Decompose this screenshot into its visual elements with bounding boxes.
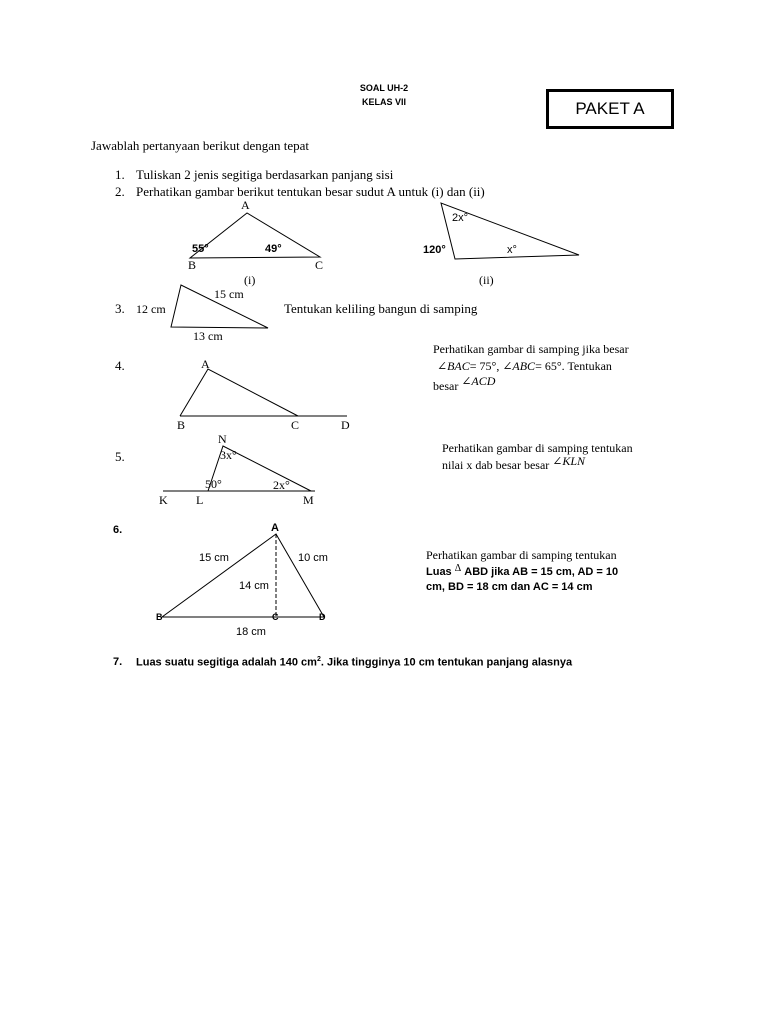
q2-number: 2. <box>115 184 125 199</box>
q5-line2-text: nilai x dab besar besar <box>442 458 550 472</box>
q4-label-b: B <box>177 418 186 432</box>
q5-label-m: M <box>303 493 314 507</box>
q4-line3 <box>433 374 496 394</box>
q4-triangle <box>180 369 298 416</box>
q6-side-ab: 15 cm <box>199 552 229 564</box>
q4-number: 4. <box>115 358 125 373</box>
q4-angle2-name: ABC <box>512 359 536 373</box>
q3-side-top: 15 cm <box>214 287 244 301</box>
q1-text: Tuliskan 2 jenis segitiga berdasarkan panjang sisi <box>136 167 394 182</box>
q4-angle1-name: BAC <box>447 359 470 373</box>
q4-angle3-name: ACD <box>471 374 496 388</box>
q4-angle2-eq: = <box>535 359 542 373</box>
q6-line2a: Luas <box>426 566 452 578</box>
q5-angle-name: KLN <box>562 454 586 468</box>
q6-triangle <box>162 534 324 617</box>
q6-side-ad: 10 cm <box>298 552 328 564</box>
q3-side-left: 12 cm <box>136 302 166 316</box>
q4-angle1-value: 75° <box>479 359 497 373</box>
q7-text <box>136 656 572 669</box>
angle-symbol: ∠ <box>552 454 563 468</box>
q3-number: 3. <box>115 301 125 316</box>
q6-line3: cm, BD = 18 cm dan AC = 14 cm <box>426 581 593 593</box>
q2-fig2-caption: (ii) <box>479 273 494 287</box>
q4-tentukan: . Tentukan <box>561 359 612 373</box>
q4-angle2-value: 65° <box>544 359 562 373</box>
q4-besar: besar <box>433 379 459 393</box>
q6-label-a: A <box>271 522 279 534</box>
q5-angle-m: 2x° <box>273 478 290 492</box>
q5-angle-l: 50° <box>205 477 222 491</box>
q7-number: 7. <box>113 656 123 668</box>
triangle-symbol: Δ <box>454 563 462 574</box>
q2-text: Perhatikan gambar berikut tentukan besar sudut A untuk (i) dan (ii) <box>136 184 485 199</box>
q5-line2 <box>442 454 586 473</box>
q4-label-d: D <box>341 418 350 432</box>
q5-label-n: N <box>218 432 227 446</box>
q5-line1: Perhatikan gambar di samping tentukan <box>442 441 633 455</box>
q2-fig2-angle-left: 120° <box>423 244 446 256</box>
instruction: Jawablah pertanyaan berikut dengan tepat <box>91 138 310 153</box>
q2-fig1-caption: (i) <box>244 273 256 287</box>
q2-fig1-label-a: A <box>241 198 250 212</box>
q6-line1: Perhatikan gambar di samping tentukan <box>426 548 617 562</box>
angle-symbol: ∠ <box>461 374 472 388</box>
q6-label-b: B <box>156 612 163 622</box>
exam-title: SOAL UH-2 <box>359 83 409 93</box>
q6-height-ac: 14 cm <box>239 580 269 592</box>
angle-symbol: ∠ <box>502 359 513 373</box>
q4-label-a: A <box>201 357 210 371</box>
q2-fig1-label-c: C <box>315 258 324 272</box>
q5-label-l: L <box>196 493 204 507</box>
q3-text: Tentukan keliling bangun di samping <box>284 301 478 316</box>
class-label: KELAS VII <box>361 97 406 107</box>
q2-fig1-angle-c: 49° <box>265 243 282 255</box>
q4-angle1-eq: = <box>469 359 477 373</box>
q3-side-bottom: 13 cm <box>193 329 223 343</box>
q4-line1: Perhatikan gambar di samping jika besar <box>433 342 629 356</box>
q2-fig2-angle-right: x° <box>507 244 517 256</box>
q2-fig1-triangle <box>190 213 320 258</box>
q2-fig1-angle-b: 55° <box>192 243 209 255</box>
q5-label-k: K <box>159 493 168 507</box>
q6-label-d: D <box>319 612 326 622</box>
q6-base-bd: 18 cm <box>236 626 266 638</box>
q7-superscript: 2 <box>316 656 321 663</box>
q2-fig1-label-b: B <box>188 258 197 272</box>
q7-text-b: . Jika tingginya 10 cm tentukan panjang alasnya <box>320 656 573 669</box>
q5-angle-n: 3x° <box>220 448 237 462</box>
q4-sep: , <box>496 359 500 373</box>
q6-line2b: ABD jika AB = 15 cm, AD = 10 <box>464 566 619 578</box>
q1-number: 1. <box>115 167 125 182</box>
q2-fig2-angle-top: 2x° <box>452 212 469 224</box>
package-label: PAKET A <box>575 99 645 118</box>
q6-label-c: C <box>272 612 279 622</box>
q4-label-c: C <box>291 418 300 432</box>
q6-line2 <box>426 563 619 578</box>
q5-number: 5. <box>115 449 125 464</box>
q6-number: 6. <box>113 524 123 536</box>
q4-angle-line <box>437 359 612 374</box>
angle-symbol: ∠ <box>437 359 448 373</box>
q7-text-a: Luas suatu segitiga adalah 140 cm <box>136 656 317 669</box>
